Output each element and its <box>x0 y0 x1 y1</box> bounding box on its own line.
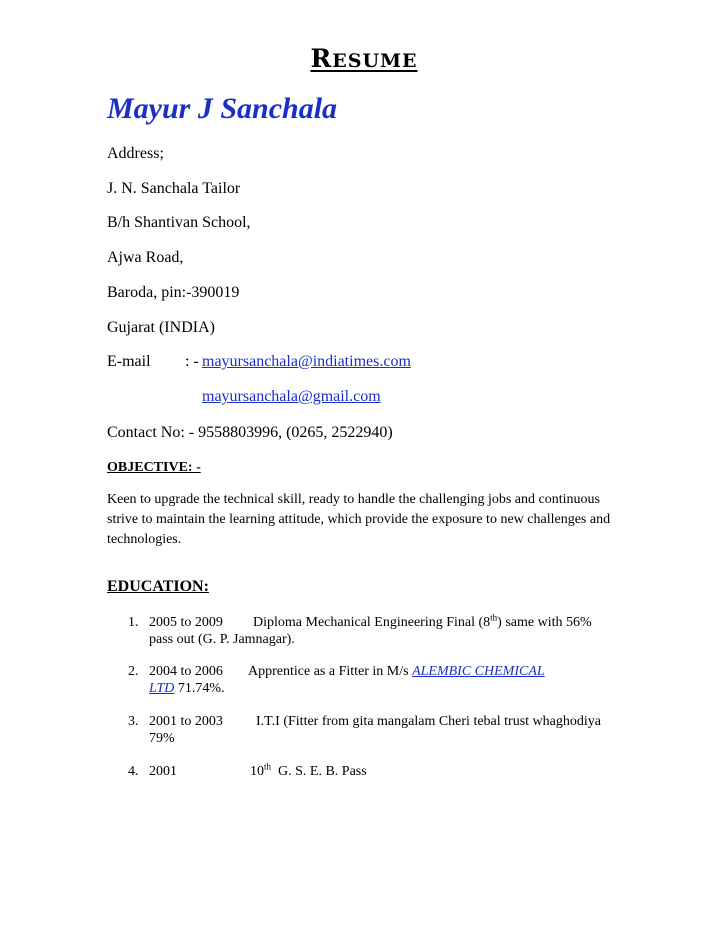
education-heading: EDUCATION: <box>107 578 209 595</box>
address-line-4: Baroda, pin:-390019 <box>107 284 240 301</box>
education-item-3-years: 2001 to 2003 <box>149 714 223 729</box>
contact-number: Contact No: - 9558803996, (0265, 2522940) <box>107 424 393 441</box>
education-item-1-number: 1. <box>128 615 139 630</box>
email-secondary-link[interactable]: mayursanchala@gmail.com <box>202 388 381 405</box>
email-primary-link[interactable]: mayursanchala@indiatimes.com <box>202 353 411 370</box>
education-item-2-cont-after: 71.74%. <box>174 681 225 696</box>
education-item-1-desc-after: ) same with 56% <box>497 615 592 630</box>
education-item-4-years: 2001 <box>149 764 177 779</box>
education-item-4-desc-sup: th <box>264 761 272 772</box>
education-item-2-org-link-cont[interactable]: LTD <box>149 681 175 696</box>
education-item-2-description <box>248 664 545 680</box>
education-item-4-desc-num: 10 <box>250 764 264 779</box>
education-item-2-org-link[interactable]: ALEMBIC CHEMICAL <box>412 664 545 679</box>
address-line-5: Gujarat (INDIA) <box>107 319 215 336</box>
education-item-4-description <box>250 761 367 780</box>
address-label: Address; <box>107 145 164 162</box>
education-item-4-desc-after: G. S. E. B. Pass <box>271 764 367 779</box>
email-separator: : - <box>185 353 199 370</box>
address-line-3: Ajwa Road, <box>107 249 184 266</box>
education-item-1-desc-sup: th <box>490 612 498 623</box>
education-item-1-description <box>253 612 592 631</box>
education-item-3-number: 3. <box>128 714 139 729</box>
address-line-1: J. N. Sanchala Tailor <box>107 180 241 197</box>
email-label: E-mail <box>107 353 151 370</box>
objective-heading: OBJECTIVE: - <box>107 460 201 475</box>
address-line-2: B/h Shantivan School, <box>107 214 251 231</box>
candidate-name: Mayur J Sanchala <box>107 92 338 125</box>
education-item-2-number: 2. <box>128 664 139 679</box>
title-rest: ESUME <box>332 50 418 72</box>
resume-title <box>0 44 728 73</box>
education-item-4-number: 4. <box>128 764 139 779</box>
education-item-1-continuation: pass out (G. P. Jamnagar). <box>149 632 295 647</box>
education-item-2-years: 2004 to 2006 <box>149 664 223 679</box>
objective-text: Keen to upgrade the technical skill, ready to handle the challenging jobs and continuous strive to maintain the learning attitude, which provide the exposure to new challenges and technologies. <box>107 492 611 547</box>
education-item-2-desc-text: Apprentice as a Fitter in M/s <box>248 664 413 679</box>
education-item-2-continuation <box>149 681 225 697</box>
education-item-1-desc-text: Diploma Mechanical Engineering Final (8 <box>253 615 491 630</box>
title-initial: R <box>310 44 333 73</box>
education-item-3-description: I.T.I (Fitter from gita mangalam Cheri tebal trust whaghodiya <box>256 714 601 729</box>
education-item-1-years: 2005 to 2009 <box>149 615 223 630</box>
education-item-3-continuation: 79% <box>149 731 175 746</box>
